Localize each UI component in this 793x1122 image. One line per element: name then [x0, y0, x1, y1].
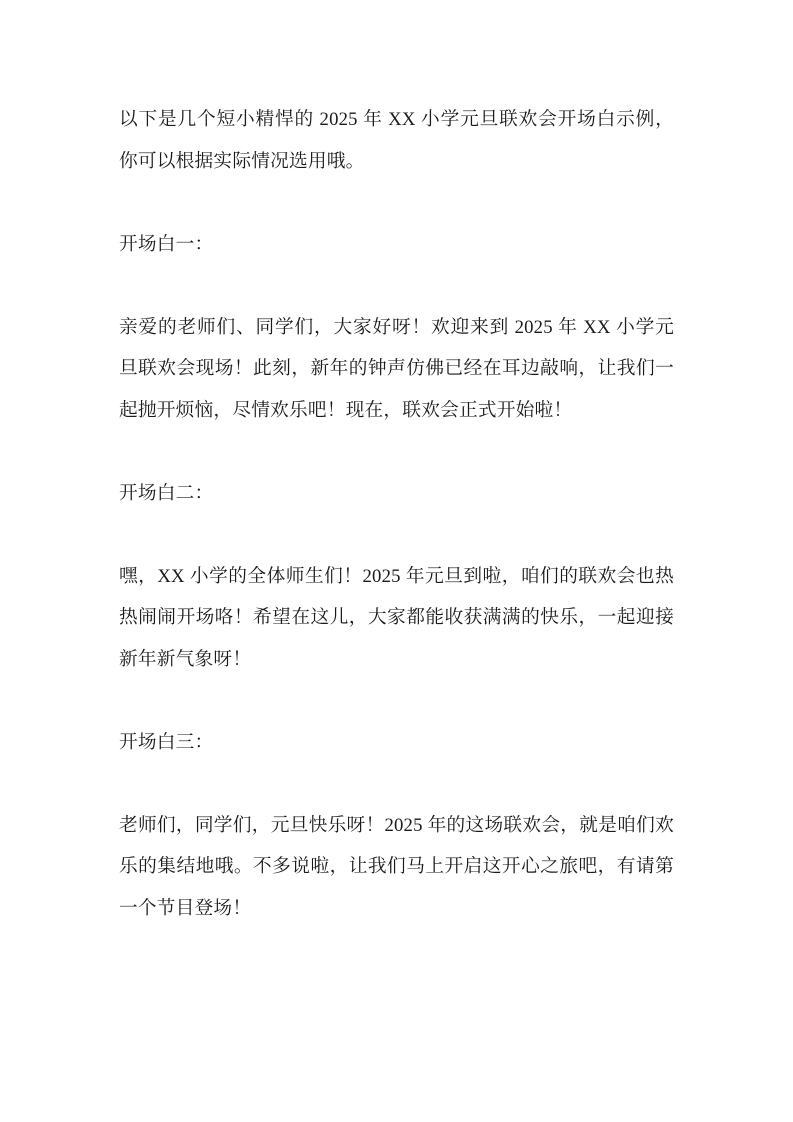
body-paragraph: 嘿，XX 小学的全体师生们！2025 年元旦到啦，咱们的联欢会也热热闹闹开场咯！希望在这儿，大家都能收获满满的快乐，一起迎接新年新气象呀！ [119, 565, 674, 670]
document-body [119, 99, 674, 929]
body-paragraph: 老师们，同学们，元旦快乐呀！2025 年的这场联欢会，就是咱们欢乐的集结地哦。不多说啦，让我们马上开启这开心之旅吧，有请第一个节目登场！ [119, 814, 674, 919]
section-heading: 开场白三： [119, 731, 214, 753]
body-paragraph: 亲爱的老师们、同学们，大家好呀！欢迎来到 2025 年 XX 小学元旦联欢会现场！此刻，新年的钟声仿佛已经在耳边敲响，让我们一起抛开烦恼，尽情欢乐吧！现在，联欢会正式开始啦！ [119, 316, 674, 421]
section-heading: 开场白二： [119, 482, 214, 504]
body-paragraph: 以下是几个短小精悍的 2025 年 XX 小学元旦联欢会开场白示例，你可以根据实际情况选用哦。 [119, 109, 674, 172]
section-heading: 开场白一： [119, 233, 214, 255]
